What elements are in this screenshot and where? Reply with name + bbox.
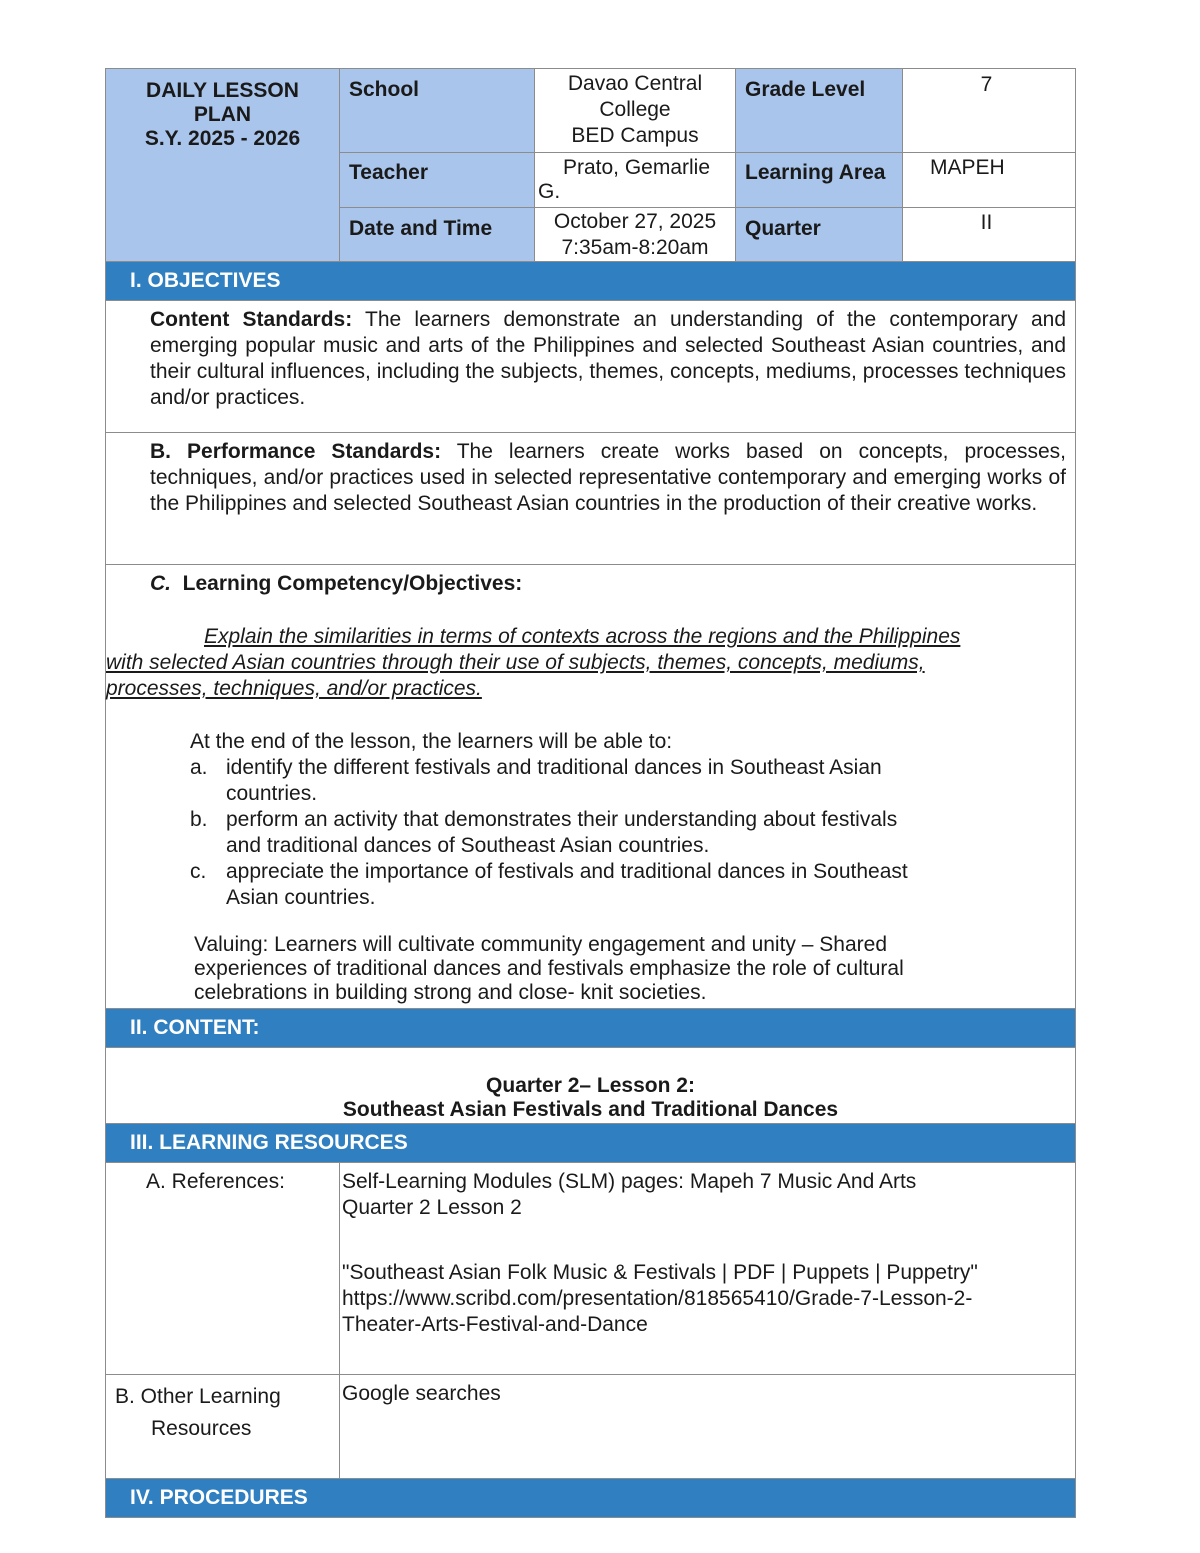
- school-line: BED Campus: [571, 124, 699, 147]
- objective-line: countries.: [226, 782, 318, 805]
- plan-title-cell: [106, 69, 340, 262]
- other-resources-label: [106, 1375, 340, 1479]
- performance-standards: [116, 439, 1066, 517]
- lesson-title-cell: [106, 1048, 1076, 1124]
- objective-marker: c.: [190, 860, 207, 883]
- time-line: 7:35am-8:20am: [561, 236, 709, 259]
- teacher-label: Teacher: [340, 153, 535, 208]
- objective-line: and traditional dances of Southeast Asian countries.: [226, 834, 710, 857]
- reference-line: Self-Learning Modules (SLM) pages: Mapeh 7 Music And Arts: [342, 1170, 917, 1193]
- objectives-heading: I. OBJECTIVES: [106, 262, 1076, 301]
- plan-title: DAILY LESSON: [146, 79, 299, 102]
- objective-item: [190, 755, 1075, 807]
- other-resources-value: Google searches: [340, 1375, 1076, 1479]
- objective-marker: a.: [190, 756, 208, 779]
- school-line: College: [599, 98, 671, 121]
- lesson-plan-document: [105, 68, 1075, 1518]
- other-resources-line: Resources: [151, 1417, 252, 1440]
- learning-area-label: Learning Area: [736, 153, 903, 208]
- reference-line: Quarter 2 Lesson 2: [342, 1196, 522, 1219]
- competency-text-line: processes, techniques, and/or practices.: [106, 677, 482, 700]
- performance-standards-text: The learners create works based on concepts, processes, techniques, and/or practices used in selected representative contemporary and emerging works of the Philippines and selected Southeast Asian countries in the production of their creative works.: [150, 440, 1067, 515]
- plan-title: PLAN: [193, 103, 252, 126]
- quarter-label: Quarter: [736, 208, 903, 262]
- grade-level-label: Grade Level: [736, 69, 903, 153]
- objective-item: [190, 859, 1075, 911]
- reference-url: Theater-Arts-Festival-and-Dance: [342, 1313, 648, 1336]
- other-resources-line: B. Other Learning: [115, 1385, 281, 1408]
- date-time-label: Date and Time: [340, 208, 535, 262]
- grade-level-value: 7: [903, 69, 1076, 153]
- lesson-title: Southeast Asian Festivals and Traditional Dances: [342, 1098, 839, 1121]
- teacher-line: Prato, Gemarlie: [562, 156, 711, 179]
- performance-standards-cell: [106, 433, 1076, 565]
- competency-label: Learning Competency/Objectives:: [182, 572, 523, 595]
- school-line: Davao Central: [567, 72, 703, 95]
- school-year: S.Y. 2025 - 2026: [144, 127, 301, 150]
- content-standards-text: The learners demonstrate an understanding of the contemporary and emerging popular music and arts of the Philippines and selected Southeast Asian countries, and their cultural influences, including the subjects, themes, concepts, mediums, processes techniques and/or practices.: [150, 308, 1066, 409]
- competency-text-line: Explain the similarities in terms of contexts across the regions and the Philippines: [204, 625, 961, 648]
- references-value: [340, 1163, 1076, 1375]
- lesson-plan-table: [105, 68, 1076, 1518]
- objective-line: Asian countries.: [226, 886, 376, 909]
- quarter-value: II: [903, 208, 1076, 262]
- reference-url: https://www.scribd.com/presentation/818565410/Grade-7-Lesson-2-: [342, 1287, 973, 1310]
- valuing-line: experiences of traditional dances and festivals emphasize the role of cultural: [194, 957, 904, 980]
- competency-letter: C.: [150, 572, 171, 595]
- valuing-line: Valuing: Learners will cultivate community engagement and unity – Shared: [194, 933, 887, 956]
- objective-line: perform an activity that demonstrates their understanding about festivals: [226, 808, 898, 831]
- teacher-value: [535, 153, 736, 208]
- references-label: A. References:: [106, 1163, 340, 1375]
- school-value: [535, 69, 736, 153]
- reference-line: "Southeast Asian Folk Music & Festivals | PDF | Puppets | Puppetry": [342, 1261, 978, 1284]
- objective-line: identify the different festivals and traditional dances in Southeast Asian: [226, 756, 882, 779]
- competency-heading: [106, 571, 1075, 597]
- objective-line: appreciate the importance of festivals and traditional dances in Southeast: [226, 860, 908, 883]
- teacher-line: G.: [538, 180, 561, 203]
- content-standards: [116, 307, 1066, 411]
- objectives-intro: At the end of the lesson, the learners will be able to:: [190, 730, 673, 753]
- objective-item: [190, 807, 1075, 859]
- valuing-line: celebrations in building strong and close- knit societies.: [194, 981, 707, 1004]
- date-time-value: [535, 208, 736, 262]
- lesson-quarter: Quarter 2– Lesson 2:: [486, 1074, 695, 1097]
- objective-marker: b.: [190, 808, 208, 831]
- objectives-list: [106, 755, 1075, 911]
- content-standards-label: Content Standards:: [150, 308, 353, 331]
- learning-area-value: MAPEH: [903, 153, 1076, 208]
- date-line: October 27, 2025: [553, 210, 717, 233]
- content-standards-cell: [106, 301, 1076, 433]
- competency-cell: [106, 565, 1076, 1009]
- performance-standards-label: B. Performance Standards:: [150, 440, 442, 463]
- competency-text-line: with selected Asian countries through their use of subjects, themes, concepts, mediums,: [106, 651, 925, 674]
- content-heading: II. CONTENT:: [106, 1009, 1076, 1048]
- resources-heading: III. LEARNING RESOURCES: [106, 1124, 1076, 1163]
- procedures-heading: IV. PROCEDURES: [106, 1479, 1076, 1518]
- school-label: School: [340, 69, 535, 153]
